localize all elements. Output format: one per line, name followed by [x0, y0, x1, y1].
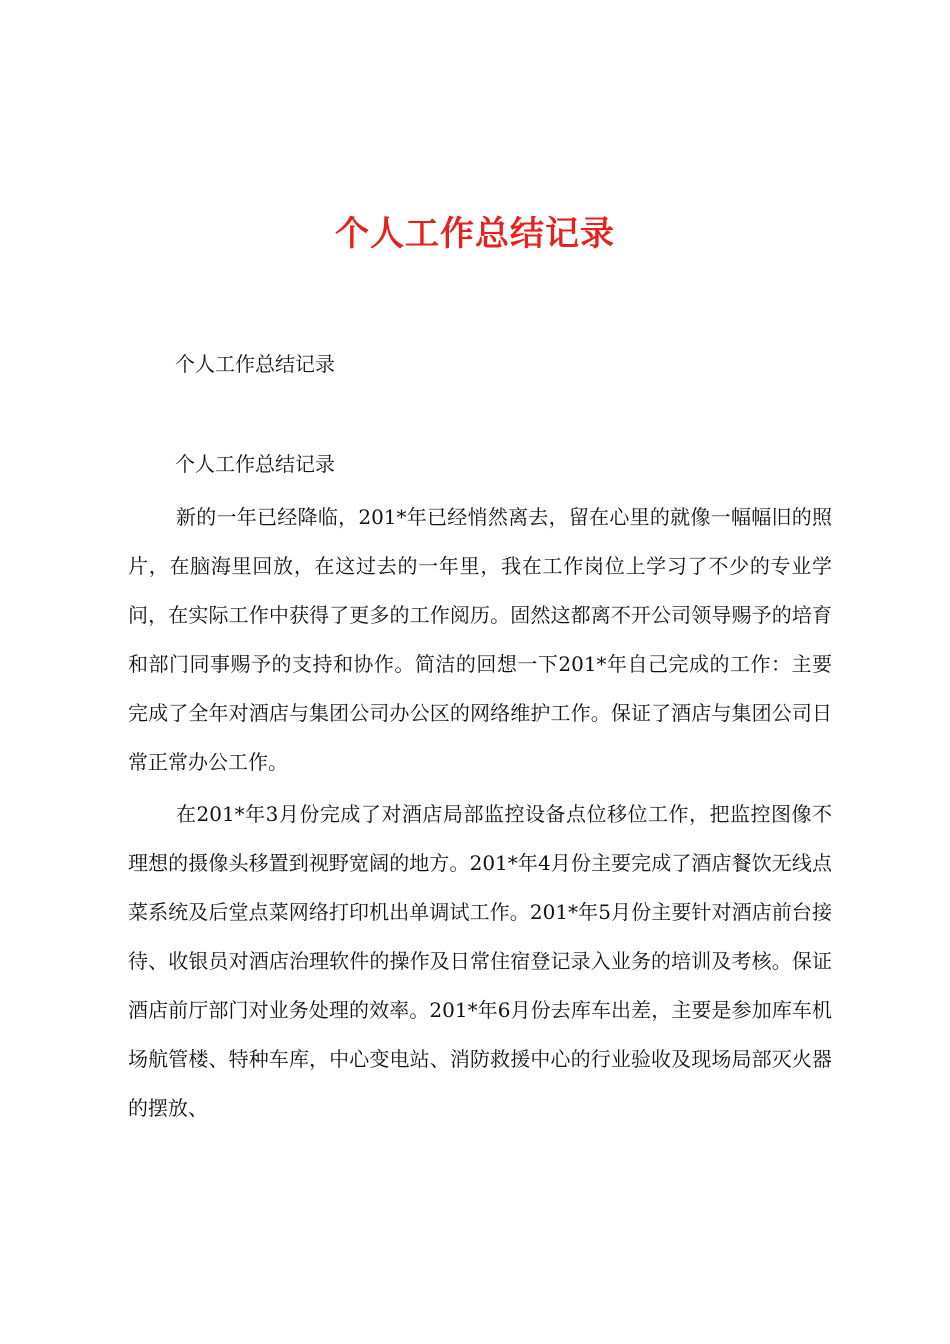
body-paragraph: 新的一年已经降临，201*年已经悄然离去，留在心里的就像一幅幅旧的照片，在脑海里回放，在这过去的一年里，我在工作岗位上学习了不少的专业学问，在实际工作中获得了更多的工作阅历。固然这都离不开公司领导赐予的培育和部门同事赐予的支持和协作。简洁的回想一下201*年自己完成的工作：主要完成了全年对酒店与集团公司办公区的网络维护工作。保证了酒店与集团公司日常正常办公工作。 [128, 505, 832, 774]
document-subtitle: 个人工作总结记录 [175, 352, 335, 376]
body-paragraph: 在201*年3月份完成了对酒店局部监控设备点位移位工作，把监控图像不理想的摄像头移置到视野宽阔的地方。201*年4月份主要完成了酒店餐饮无线点菜系统及后堂点菜网络打印机出单调试工作。201*年5月份主要针对酒店前台接待、收银员对酒店治理软件的操作及日常住宿登记录入业务的培训及考核。保证酒店前厅部门对业务处理的效率。201*年6月份去库车出差，主要是参加库车机场航管楼、特种车库，中心变电站、消防救援中心的行业验收及现场局部灭火器的摆放、 [128, 802, 832, 1120]
section-heading: 个人工作总结记录 [175, 452, 335, 476]
document-title: 个人工作总结记录 [335, 214, 615, 254]
